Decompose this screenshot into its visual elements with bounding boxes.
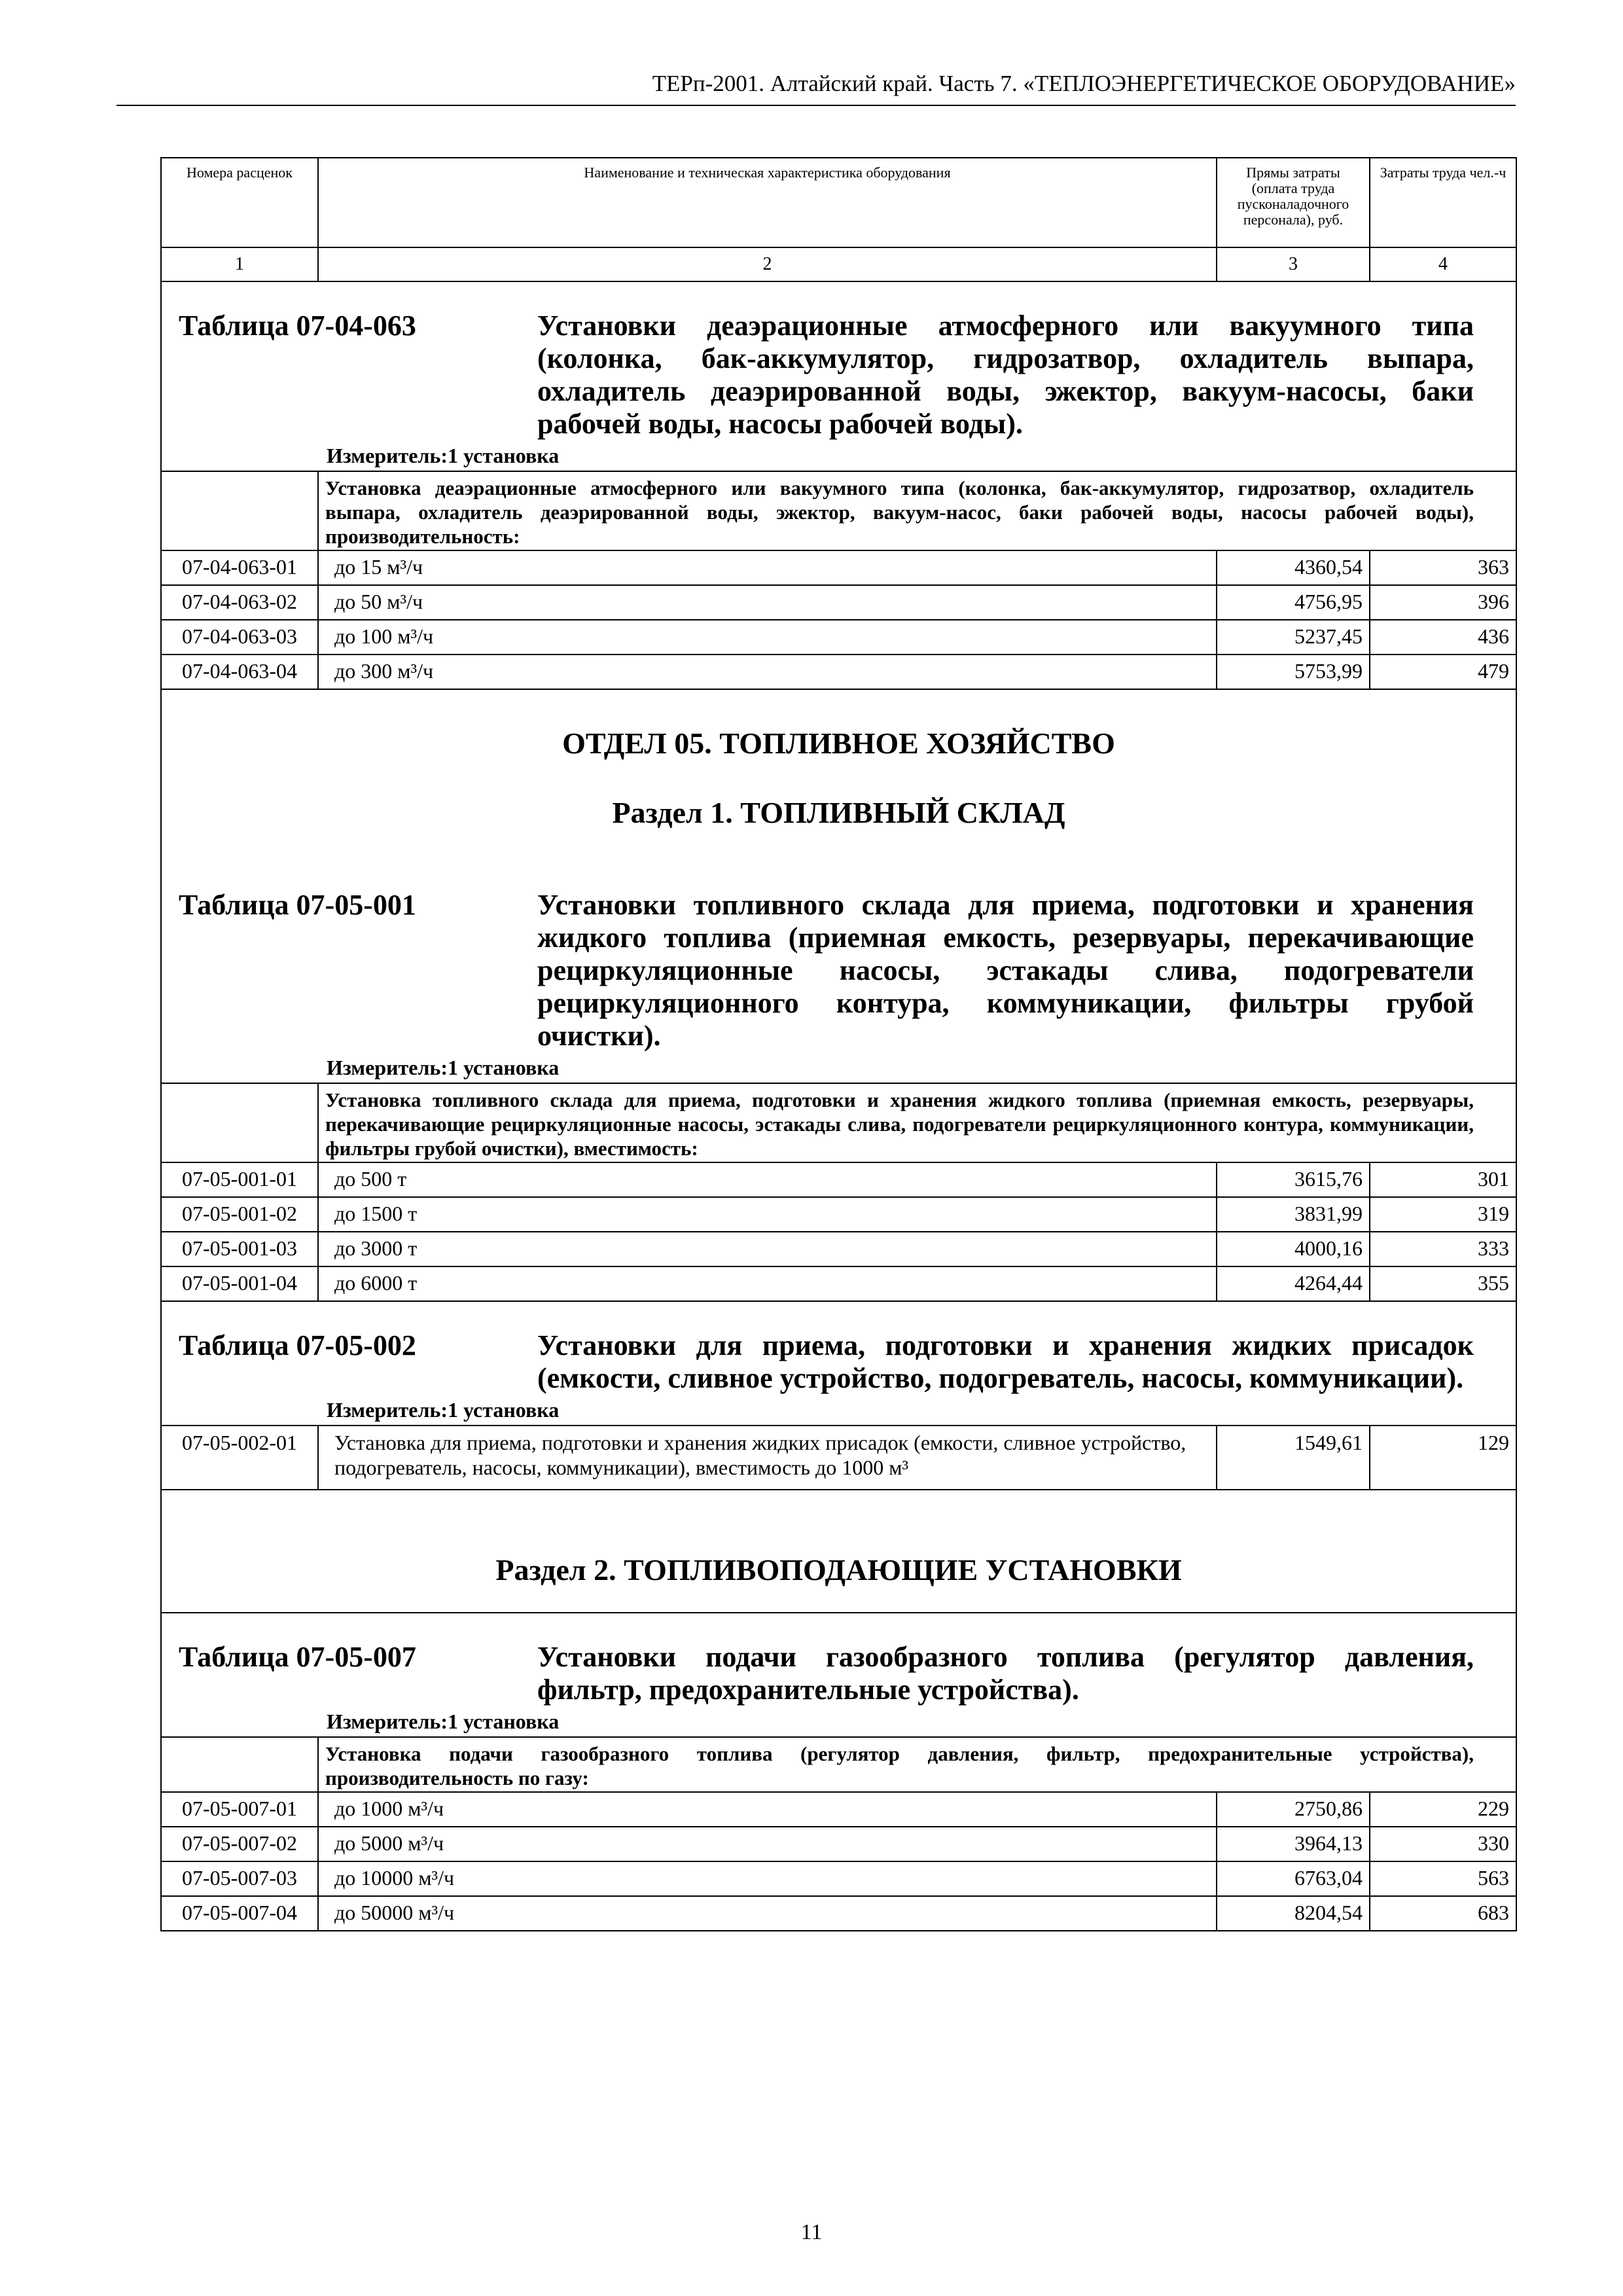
column-number: 2 — [318, 247, 1217, 281]
rate-code: 07-04-063-01 — [161, 550, 318, 585]
rate-code: 07-05-001-04 — [161, 1266, 318, 1301]
table-row — [161, 655, 1516, 689]
running-header: ТЕРп-2001. Алтайский край. Часть 7. «ТЕПЛОЭНЕРГЕТИЧЕСКОЕ ОБОРУДОВАНИЕ» — [652, 71, 1516, 96]
labor-hours: 396 — [1370, 585, 1516, 620]
table-row — [161, 1861, 1516, 1896]
column-header-name: Наименование и техническая характеристика оборудования — [318, 158, 1217, 247]
header-rule — [116, 105, 1516, 106]
group-description-row — [161, 471, 1516, 550]
labor-hours: 129 — [1370, 1426, 1516, 1490]
item-name: до 6000 т — [318, 1266, 1217, 1301]
meter-label: Измеритель:1 установка — [327, 444, 560, 467]
table-title-row — [161, 1613, 1516, 1706]
rate-code: 07-05-007-03 — [161, 1861, 318, 1896]
labor-hours: 683 — [1370, 1896, 1516, 1931]
rate-code: 07-04-063-04 — [161, 655, 318, 689]
direct-cost: 4264,44 — [1217, 1266, 1370, 1301]
direct-cost: 4360,54 — [1217, 550, 1370, 585]
labor-hours: 319 — [1370, 1197, 1516, 1232]
rate-code: 07-05-001-02 — [161, 1197, 318, 1232]
rate-code: 07-05-001-03 — [161, 1232, 318, 1266]
rate-code: 07-05-007-02 — [161, 1827, 318, 1861]
direct-cost: 2750,86 — [1217, 1792, 1370, 1827]
page-number: 11 — [800, 2220, 823, 2244]
column-number: 3 — [1217, 247, 1370, 281]
labor-hours: 229 — [1370, 1792, 1516, 1827]
table-row — [161, 550, 1516, 585]
table-title: Установки для приема, подготовки и хранения жидких присадок (емкости, сливное устройство, подогреватель, насосы, коммуникации). — [537, 1329, 1474, 1394]
meter-row — [161, 1052, 1516, 1083]
group-description: Установка деаэрационные атмосферного или вакуумного типа (колонка, бак-аккумулятор, гидрозатвор, охладитель выпара, охладитель деаэрированной воды, эжектор, вакуум-насос, баки рабочей воды, насосы рабочей воды), производительность: — [318, 471, 1516, 550]
table-label: Таблица 07-04-063 — [179, 310, 416, 342]
labor-hours: 333 — [1370, 1232, 1516, 1266]
item-name: до 300 м³/ч — [318, 655, 1217, 689]
column-header-labor: Затраты труда чел.-ч — [1370, 158, 1516, 247]
column-number-row — [161, 247, 1516, 281]
table-title-row — [161, 281, 1516, 440]
meter-row — [161, 1395, 1516, 1426]
meter-label: Измеритель:1 установка — [327, 1710, 560, 1733]
table-row — [161, 1232, 1516, 1266]
table-title: Установки подачи газообразного топлива (регулятор давления, фильтр, предохранительные устройства). — [537, 1641, 1474, 1706]
direct-cost: 4756,95 — [1217, 585, 1370, 620]
direct-cost: 3964,13 — [1217, 1827, 1370, 1861]
item-name: до 500 т — [318, 1162, 1217, 1197]
column-header-row — [161, 158, 1516, 247]
section-heading-row — [161, 1490, 1516, 1613]
item-name: до 3000 т — [318, 1232, 1217, 1266]
section-heading: ОТДЕЛ 05. ТОПЛИВНОЕ ХОЗЯЙСТВО — [161, 689, 1516, 759]
item-name: до 1500 т — [318, 1197, 1217, 1232]
column-header-cost: Прямы затраты (оплата труда пусконаладочного персонала), руб. — [1217, 158, 1370, 247]
group-description-row — [161, 1737, 1516, 1792]
meter-row — [161, 1706, 1516, 1737]
item-name: до 15 м³/ч — [318, 550, 1217, 585]
table-row — [161, 1426, 1516, 1490]
rate-code: 07-05-001-01 — [161, 1162, 318, 1197]
rate-code: 07-04-063-03 — [161, 620, 318, 655]
group-description: Установка подачи газообразного топлива (регулятор давления, фильтр, предохранительные устройства), производительность по газу: — [318, 1737, 1516, 1792]
item-name: до 50000 м³/ч — [318, 1896, 1217, 1931]
table-title: Установки деаэрационные атмосферного или вакуумного типа (колонка, бак-аккумулятор, гидрозатвор, охладитель выпара, охладитель деаэрированной воды, эжектор, вакуум-насосы, баки рабочей воды, насосы рабочей воды). — [537, 310, 1474, 440]
rate-code: 07-05-002-01 — [161, 1426, 318, 1490]
meter-row — [161, 440, 1516, 471]
table-title-row — [161, 861, 1516, 1052]
direct-cost: 5237,45 — [1217, 620, 1370, 655]
table-title: Установки топливного склада для приема, подготовки и хранения жидкого топлива (приемная емкость, резервуары, перекачивающие рециркуляционные насосы, эстакады слива, подогреватели рециркуляционного контура, коммуникации, фильтры грубой очистки). — [537, 889, 1474, 1052]
table-row — [161, 1896, 1516, 1931]
table-label: Таблица 07-05-007 — [179, 1641, 416, 1673]
direct-cost: 5753,99 — [1217, 655, 1370, 689]
table-row — [161, 1792, 1516, 1827]
rate-code: 07-04-063-02 — [161, 585, 318, 620]
item-name: до 5000 м³/ч — [318, 1827, 1217, 1861]
direct-cost: 1549,61 — [1217, 1426, 1370, 1490]
rate-code: 07-05-007-01 — [161, 1792, 318, 1827]
table-row — [161, 1162, 1516, 1197]
group-description: Установка топливного склада для приема, подготовки и хранения жидкого топлива (приемная емкость, резервуары, перекачивающие рециркуляционные насосы, эстакады слива, подогреватели рециркуляционного контура, коммуникации, фильтры грубой очистки), вместимость: — [318, 1083, 1516, 1162]
section-heading-row — [161, 689, 1516, 759]
column-header-code: Номера расценок — [161, 158, 318, 247]
table-row — [161, 1197, 1516, 1232]
section-heading-row — [161, 759, 1516, 861]
direct-cost: 8204,54 — [1217, 1896, 1370, 1931]
labor-hours: 436 — [1370, 620, 1516, 655]
labor-hours: 330 — [1370, 1827, 1516, 1861]
rate-code: 07-05-007-04 — [161, 1896, 318, 1931]
item-name: до 100 м³/ч — [318, 620, 1217, 655]
item-name: до 10000 м³/ч — [318, 1861, 1217, 1896]
column-number: 1 — [161, 247, 318, 281]
section-heading: Раздел 2. ТОПЛИВОПОДАЮЩИЕ УСТАНОВКИ — [161, 1490, 1516, 1613]
meter-label: Измеритель:1 установка — [327, 1398, 560, 1422]
direct-cost: 4000,16 — [1217, 1232, 1370, 1266]
direct-cost: 6763,04 — [1217, 1861, 1370, 1896]
table-row — [161, 1827, 1516, 1861]
labor-hours: 563 — [1370, 1861, 1516, 1896]
section-heading: Раздел 1. ТОПЛИВНЫЙ СКЛАД — [161, 759, 1516, 861]
direct-cost: 3831,99 — [1217, 1197, 1370, 1232]
table-row — [161, 585, 1516, 620]
direct-cost: 3615,76 — [1217, 1162, 1370, 1197]
labor-hours: 301 — [1370, 1162, 1516, 1197]
item-name: до 1000 м³/ч — [318, 1792, 1217, 1827]
price-table — [160, 157, 1517, 1931]
group-description-row — [161, 1083, 1516, 1162]
table-label: Таблица 07-05-002 — [179, 1329, 416, 1361]
labor-hours: 363 — [1370, 550, 1516, 585]
item-name: Установка для приема, подготовки и хранения жидких присадок (емкости, сливное устройство, подогреватель, насосы, коммуникации), вместимость до 1000 м³ — [318, 1426, 1217, 1490]
table-label: Таблица 07-05-001 — [179, 889, 416, 921]
column-number: 4 — [1370, 247, 1516, 281]
table-row — [161, 1266, 1516, 1301]
item-name: до 50 м³/ч — [318, 585, 1217, 620]
meter-label: Измеритель:1 установка — [327, 1056, 560, 1079]
table-row — [161, 620, 1516, 655]
table-title-row — [161, 1301, 1516, 1395]
labor-hours: 355 — [1370, 1266, 1516, 1301]
labor-hours: 479 — [1370, 655, 1516, 689]
